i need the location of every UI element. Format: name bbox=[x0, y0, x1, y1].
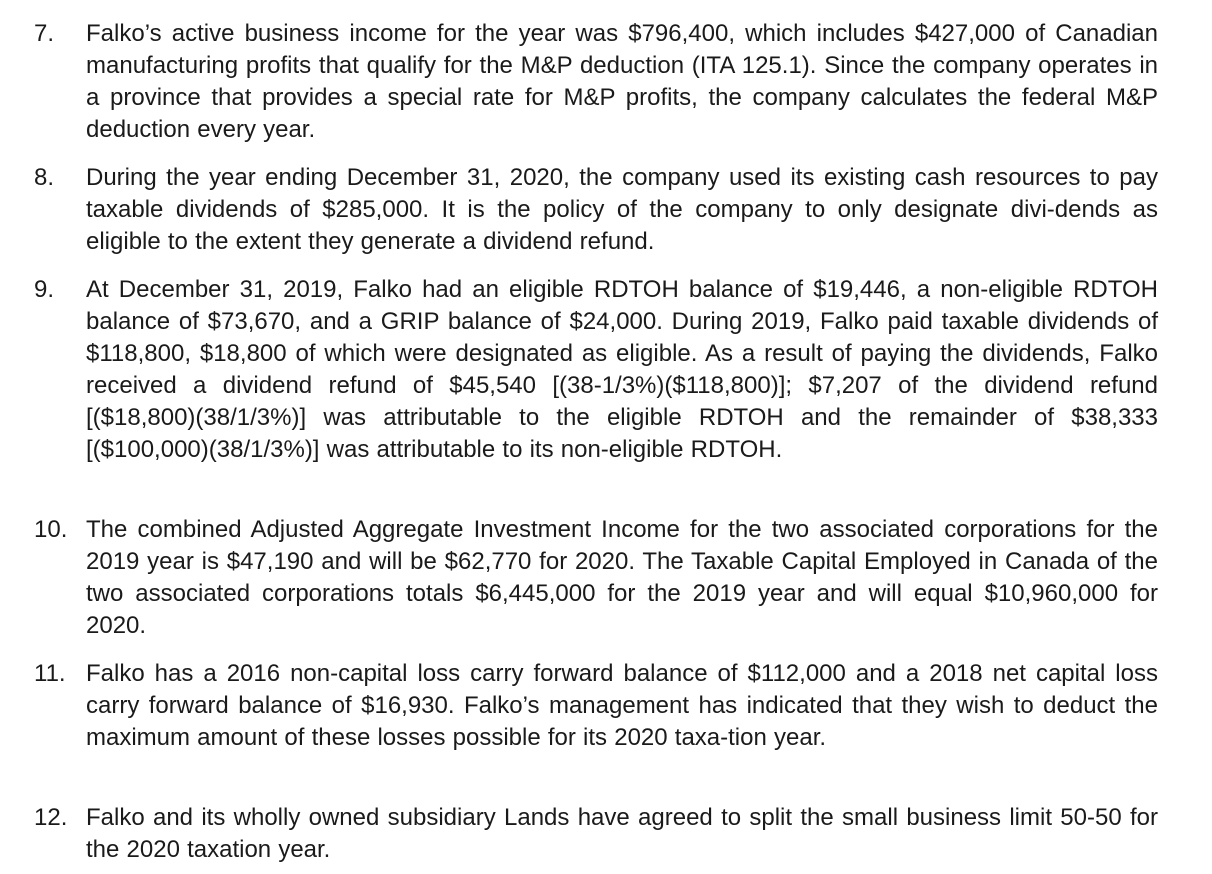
list-item-7 bbox=[34, 18, 1158, 146]
item-number: 12. bbox=[34, 804, 68, 831]
item-number: 9. bbox=[34, 276, 55, 303]
list-item-10 bbox=[34, 514, 1158, 642]
item-text: Falko and its wholly owned subsidiary Lands have agreed to split the small business limit 50-50 for the 2020 taxation year. bbox=[86, 804, 1158, 863]
item-number: 7. bbox=[34, 20, 55, 47]
list-item-8 bbox=[34, 162, 1158, 258]
list-item-11 bbox=[34, 658, 1158, 786]
list-item-12 bbox=[34, 802, 1158, 866]
item-text: The combined Adjusted Aggregate Investment Income for the two associated corporations for the 2019 year is $47,190 and will be $62,770 for 2020. The Taxable Capital Employed in Canada of the two associated corporations totals $6,445,000 for the 2019 year and will equal $10,960,000 for 2020. bbox=[86, 516, 1158, 639]
item-number: 10. bbox=[34, 516, 68, 543]
item-text: During the year ending December 31, 2020, the company used its existing cash resources to pay taxable dividends of $285,000. It is the policy of the company to only designate divi-dends as eligible to the extent they generate a dividend refund. bbox=[86, 164, 1158, 255]
item-text: At December 31, 2019, Falko had an eligible RDTOH balance of $19,446, a non-eligible RDTOH balance of $73,670, and a GRIP balance of $24,000. During 2019, Falko paid taxable dividends of $118,800, $18,800 of which were designated as eligible. As a result of paying the dividends, Falko received a dividend refund of $45,540 [(38-1/3%)($118,800)]; $7,207 of the dividend refund [($18,800)(38/1/3%)] was attributable to the eligible RDTOH and the remainder of $38,333 [($100,000)(38/1/3%)] was attributable to its non-eligible RDTOH. bbox=[86, 276, 1158, 463]
item-text: Falko has a 2016 non-capital loss carry forward balance of $112,000 and a 2018 net capital loss carry forward balance of $16,930. Falko’s management has indicated that they wish to deduct the maximum amount of these losses possible for its 2020 taxa-tion year. bbox=[86, 660, 1158, 751]
item-number: 8. bbox=[34, 164, 55, 191]
item-number: 11. bbox=[34, 660, 66, 687]
item-text: Falko’s active business income for the year was $796,400, which includes $427,000 of Canadian manufacturing profits that qualify for the M&P deduction (ITA 125.1). Since the company operates in a province that provides a special rate for M&P profits, the company calculates the federal M&P deduction every year. bbox=[86, 20, 1158, 143]
list-item-9 bbox=[34, 274, 1158, 498]
